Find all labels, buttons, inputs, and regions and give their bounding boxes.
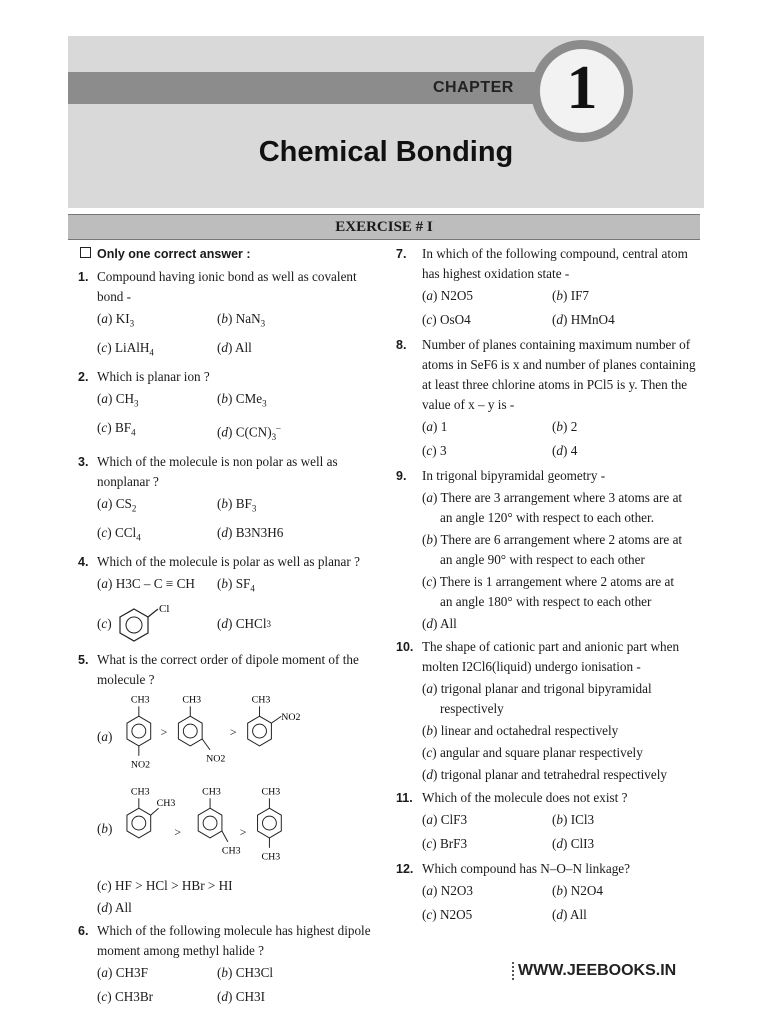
- q7-options: (a) N2O5 (b) IF7 (c) OsO4 (d) HMnO4: [422, 288, 615, 327]
- svg-text:CH3: CH3: [130, 694, 150, 706]
- question-3: 3. Which of the molecule is non polar as well as nonplanar ?: [78, 453, 338, 489]
- exercise-title: EXERCISE # I: [68, 214, 700, 240]
- chlorobenzene-structure-icon: [116, 603, 176, 645]
- svg-text:>: >: [239, 824, 247, 839]
- svg-text:>: >: [174, 824, 181, 839]
- footer-url: WWW.JEEBOOKS.IN: [512, 962, 676, 980]
- q5-option-b: (b) CH3 CH3 > CH3 CH3 > CH3 CH3: [80, 784, 380, 874]
- q1-options: (a) $KI_3$ (b) NaN$_3$ (c) LiAlH$_4$ (d) All: [97, 311, 266, 358]
- q12-options: (a) N2O3 (b) N2O4 (c) N2O5 (d) All: [422, 883, 603, 922]
- question-10: 10. The shape of cationic part and anionic part when molten I2Cl6(liquid) undergo ionisation -: [396, 639, 680, 674]
- svg-text:>: >: [229, 724, 237, 739]
- question-7: 7. In which of the following compound, central atom has highest oxidation state -: [396, 246, 688, 281]
- question-8: 8. Number of planes containing maximum number of atoms in SeF6 is x and number of planes containing at least three chlorine atoms in PCl5 is y. Then the value of x – y is -: [396, 337, 696, 412]
- svg-text:CH3: CH3: [221, 845, 241, 857]
- q8-options: (a) 1 (b) 2 (c) 3 (d) 4: [422, 419, 578, 458]
- svg-text:NO2: NO2: [205, 753, 226, 765]
- chapter-label: CHAPTER: [433, 79, 514, 96]
- question-11: 11. Which of the molecule does not exist ?: [396, 790, 628, 805]
- chapter-number: 1: [566, 54, 598, 122]
- svg-text:Cl: Cl: [158, 602, 170, 615]
- svg-text:CH3: CH3: [261, 851, 280, 863]
- svg-text:CH3: CH3: [156, 798, 176, 810]
- page-title: Chemical Bonding: [258, 136, 514, 168]
- q11-options: (a) ClF3 (b) ICl3 (c) BrF3 (d) ClI3: [422, 812, 595, 851]
- svg-text:CH3: CH3: [251, 694, 271, 706]
- svg-text:>: >: [160, 724, 168, 739]
- svg-text:NO2: NO2: [130, 759, 150, 771]
- svg-text:CH3: CH3: [261, 786, 280, 798]
- question-4: 4. Which of the molecule is polar as well as planar ?: [78, 554, 360, 570]
- q3-options: (a) $CS_2$ (b) $BF_3$ (c) CCl$_4$ (d) B3N3H6: [97, 495, 284, 543]
- q5-option-a: (a) CH3 NO2 > CH3 NO2 > CH3 NO2: [80, 692, 380, 782]
- right-column: 7. In which of the following compound, central atom has highest oxidation state - (a) N2O5 (b) IF7 (c) OsO4 (d) HMnO4 8. Number of planes containing maximum number of atoms in SeF6 is x and number of planes containing at least three chlorine atoms in PCl5 is y. Then the value of x – y is - (a) 1 (b) 2 (c) 3 (d) 4 9. In trigonal bipyramidal geometry - (a) There are 3 arrangement where 3 atoms are at an angle 120° with respect to each other. (b) There are 6 arrangement where 2 atoms are at an angle 90° with respect to each other (c) There is 1 arrangement where 2 atoms are at an angle 180° with respect to each other (d) All 10. The shape of cationic part and anionic part when molten I2Cl6(liquid) undergo ionisation - (a) trigonal planar and trigonal bipyramidal respectively (b) linear and octahedral respectively (c) angular and square planar respectively (d) trigonal planar and tetrahedral respectively 11. Which of the molecule does not exist ? (a) ClF3 (b) ICl3 (c) BrF3 (d) ClI3 12. Which compound has N–O–N linkage? (a) N2O3 (b) N2O4 (c) N2O5 (d) All: [400, 244, 705, 927]
- molecule-structures-icon: [123, 692, 380, 782]
- xylene-structures-icon: [123, 784, 380, 874]
- question-2: 2. Which is planar ion ?: [78, 369, 210, 385]
- left-column: Only one correct answer : 1. Compound having ionic bond as well as covalent bond - (a) $KI_3$ (b) NaN$_3$ (c) LiAlH$_4$ (d) All 2. Which is planar ion ? (a) $CH_3$ (b) CMe$_3$ (c) $BF_4$ (d) $C(CN)_3^-$ 3. Which of the molecule is non polar as well as nonplanar ? (a) $CS_2$ (b) $BF_3$ (c) CCl$_4$ (d) B3N3H6 4. Which of the molecule is polar as well as planar ? (a) H3C – C ≡ CH (b) $SF_4$ ( c ) Cl ( d ) CHCl 3 5. What is the correct order of dipole moment of the molecule ? (a) CH3 NO2 > CH3 NO2 > CH3 NO2 (b) CH3 CH3 > CH3 CH3 > CH3 CH3 (c) HF > HCl > HBr > HI (d) All 6. Which of the following molecule has highest dipole moment among methyl halide ? (a) CH3F (b) CH3Cl (c) CH3Br (d) CH3I: [80, 244, 380, 1009]
- question-6: 6. Which of the following molecule has highest dipole moment among methyl halide ?: [78, 922, 371, 958]
- question-5: 5. What is the correct order of dipole moment of the molecule ?: [78, 651, 359, 687]
- question-12: 12. Which compound has N–O–N linkage?: [396, 861, 631, 876]
- svg-text:NO2: NO2: [281, 712, 301, 724]
- question-1: 1. Compound having ionic bond as well as covalent bond -: [78, 269, 357, 304]
- svg-text:CH3: CH3: [182, 694, 201, 706]
- q2-options: (a) $CH_3$ (b) CMe$_3$ (c) $BF_4$ (d) $C(CN)_3^-$: [97, 391, 281, 442]
- checkbox-icon: [80, 247, 91, 258]
- question-9: 9. In trigonal bipyramidal geometry -: [396, 468, 606, 483]
- svg-text:CH3: CH3: [130, 786, 150, 798]
- q4-options: (a) H3C – C ≡ CH (b) $SF_4$ ( c ) Cl ( d ) CHCl 3: [80, 572, 380, 647]
- q6-options: (a) CH3F (b) CH3Cl (c) CH3Br (d) CH3I: [97, 964, 274, 1004]
- svg-text:CH3: CH3: [201, 786, 221, 798]
- section-heading: Only one correct answer :: [80, 244, 380, 264]
